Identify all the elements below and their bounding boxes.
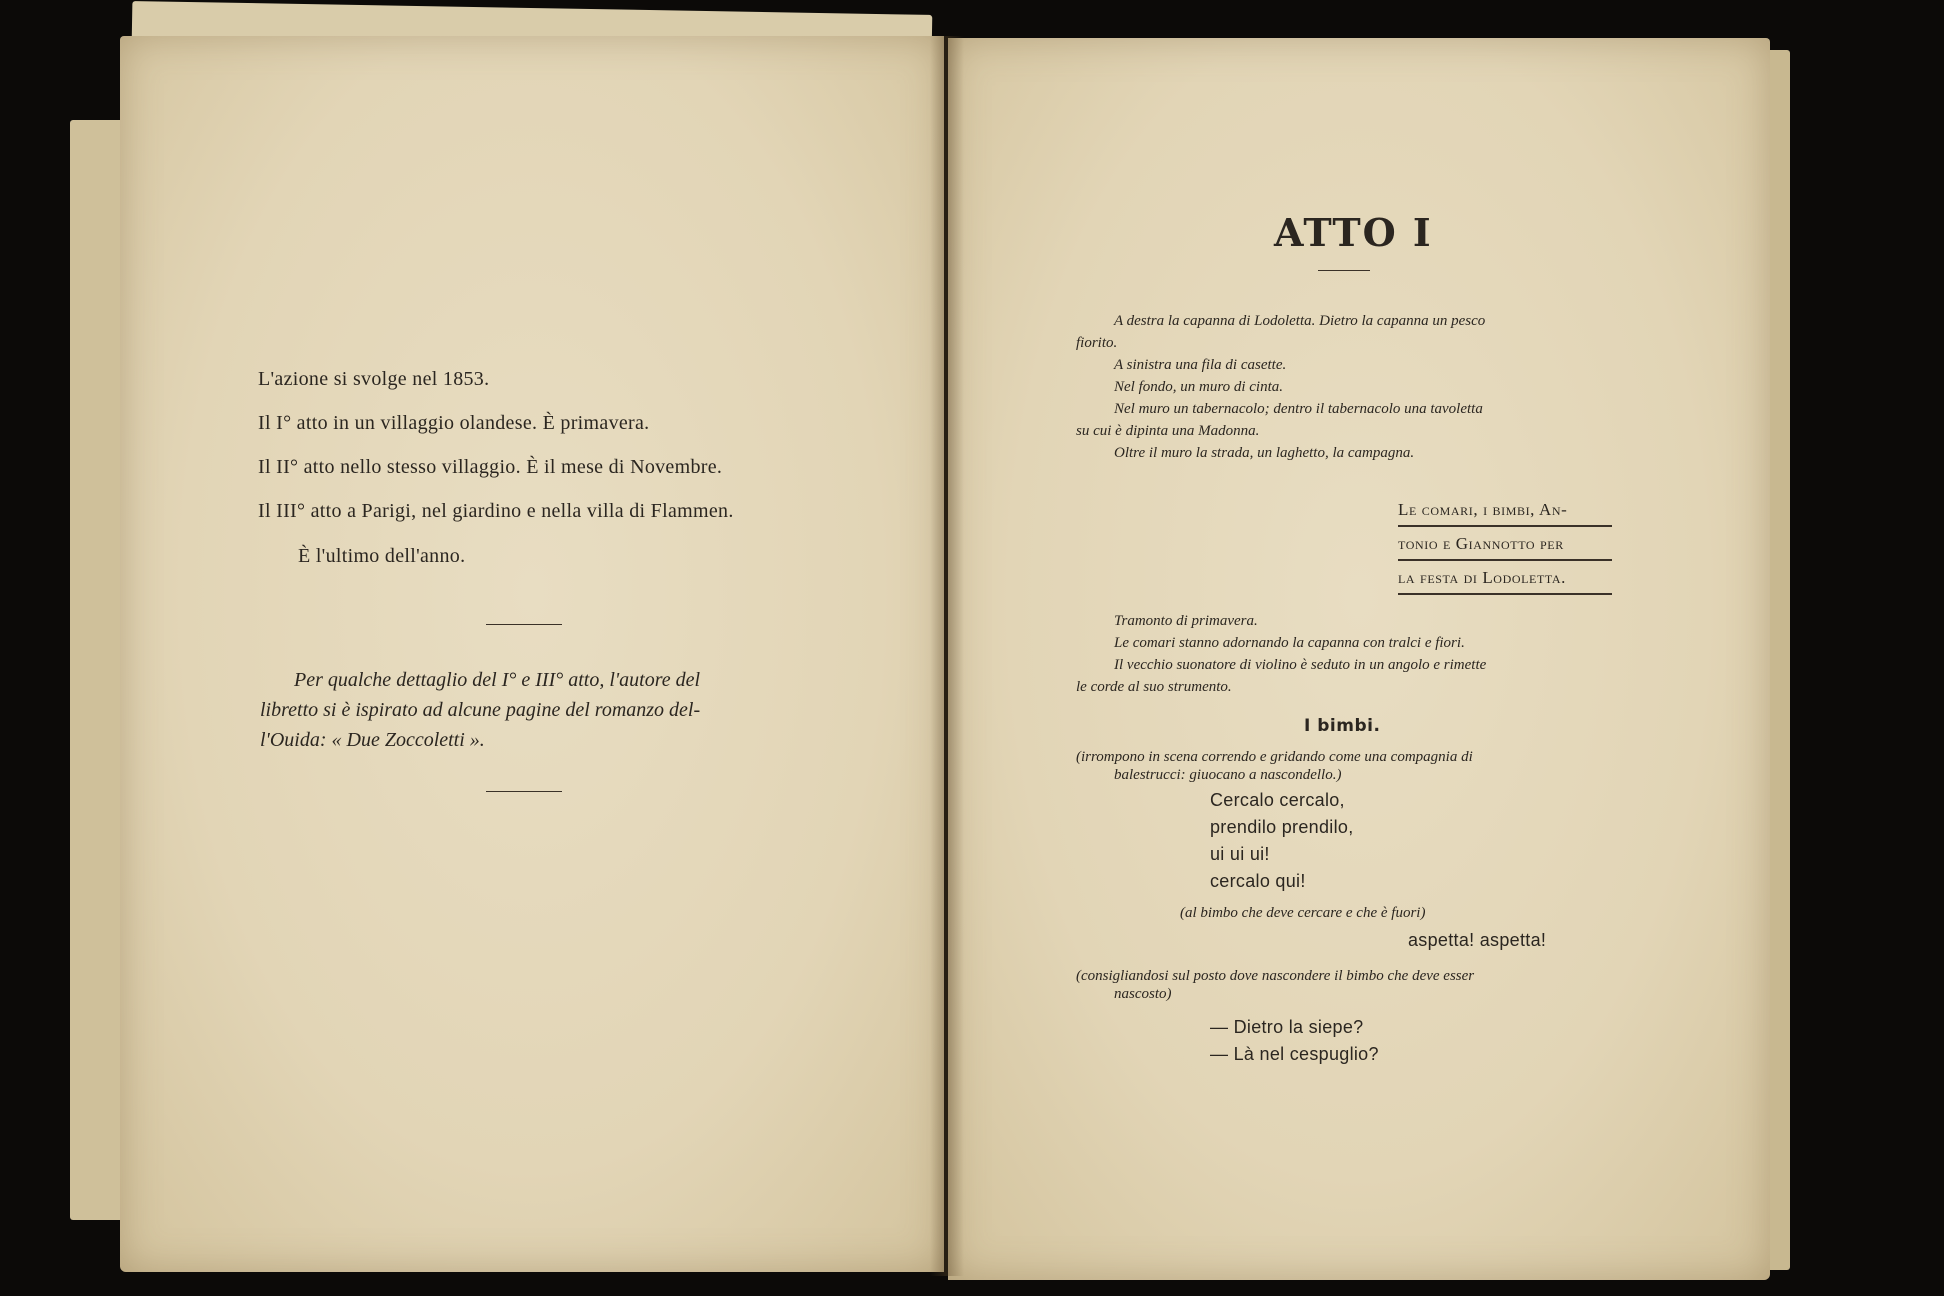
direction3-line-2: nascosto)	[1114, 986, 1172, 1002]
setting-line-7: Oltre il muro la strada, un laghetto, la campagna.	[1114, 445, 1415, 461]
setting-line-2: fiorito.	[1076, 335, 1118, 351]
stage-direction-2: (al bimbo che deve cercare e che è fuori)	[1180, 905, 1426, 921]
scene-line-2: Le comari stanno adornando la capanna con tralci e fiori.	[1114, 635, 1465, 651]
verse-line-2: prendilo prendilo,	[1210, 817, 1354, 837]
left-divider-top	[486, 624, 562, 625]
setting-line-5: Nel muro un tabernacolo; dentro il tabernacolo una tavoletta	[1114, 401, 1483, 417]
scene-line-3: Il vecchio suonatore di violino è seduto in un angolo e rimette	[1114, 657, 1487, 673]
scene-description	[1076, 610, 1612, 698]
cast-line-3: la festa di Lodoletta.	[1398, 568, 1566, 587]
scene-line-4: le corde al suo strumento.	[1076, 679, 1232, 695]
setting-year-line: L'azione si svolge nel 1853.	[258, 368, 490, 390]
stage-direction-1	[1076, 748, 1612, 784]
setting-line-4: Nel fondo, un muro di cinta.	[1114, 379, 1284, 395]
setting-line-1: A destra la capanna di Lodoletta. Dietro la capanna un pesco	[1114, 313, 1486, 329]
setting-line-6: su cui è dipinta una Madonna.	[1076, 423, 1260, 439]
act-title: ATTO I	[1274, 210, 1433, 255]
cast-rule-1	[1398, 525, 1612, 527]
cast-line-2: tonio e Giannotto per	[1398, 534, 1564, 553]
character-name: I bimbi.	[1304, 716, 1381, 736]
cast-rule-2	[1398, 559, 1612, 561]
book-gutter	[930, 36, 964, 1276]
source-note-line-3: l'Ouida: « Due Zoccoletti ».	[260, 729, 485, 751]
act3-setting-line: Il III° atto a Parigi, nel giardino e nella villa di Flammen.	[258, 500, 734, 522]
cast-rule-3	[1398, 593, 1612, 595]
verse-line-3: ui ui ui!	[1210, 844, 1270, 864]
source-note-line-2: libretto si è ispirato ad alcune pagine del romanzo del-	[260, 699, 701, 721]
source-note-line-1: Per qualche dettaglio del I° e III° atto, l'autore del	[294, 669, 701, 691]
verse-line-4: cercalo qui!	[1210, 871, 1306, 891]
verse-aspetta: aspetta! aspetta!	[1408, 930, 1547, 950]
act2-setting-line: Il II° atto nello stesso villaggio. È il mese di Novembre.	[258, 456, 723, 478]
left-divider-bottom	[486, 791, 562, 792]
setting-line-3: A sinistra una fila di casette.	[1114, 357, 1287, 373]
cast-line-1: Le comari, i bimbi, An-	[1398, 500, 1568, 519]
stage-direction-3	[1076, 967, 1612, 1003]
left-page	[120, 36, 944, 1272]
direction3-line-1: (consigliandosi sul posto dove nascondere il bimbo che deve esser	[1076, 968, 1475, 984]
setting-description	[1076, 310, 1612, 464]
act3-time-line: È l'ultimo dell'anno.	[298, 545, 466, 567]
verse-line-6: — Là nel cespuglio?	[1210, 1044, 1379, 1064]
verse-line-1: Cercalo cercalo,	[1210, 790, 1345, 810]
direction1-line-2: balestrucci: giuocano a nascondello.)	[1114, 767, 1342, 783]
verse-line-5: — Dietro la siepe?	[1210, 1017, 1364, 1037]
direction1-line-1: (irrompono in scena correndo e gridando come una compagnia di	[1076, 749, 1473, 765]
act1-setting-line: Il I° atto in un villaggio olandese. È primavera.	[258, 412, 650, 434]
title-rule	[1318, 270, 1370, 271]
scene-line-1: Tramonto di primavera.	[1114, 613, 1258, 629]
